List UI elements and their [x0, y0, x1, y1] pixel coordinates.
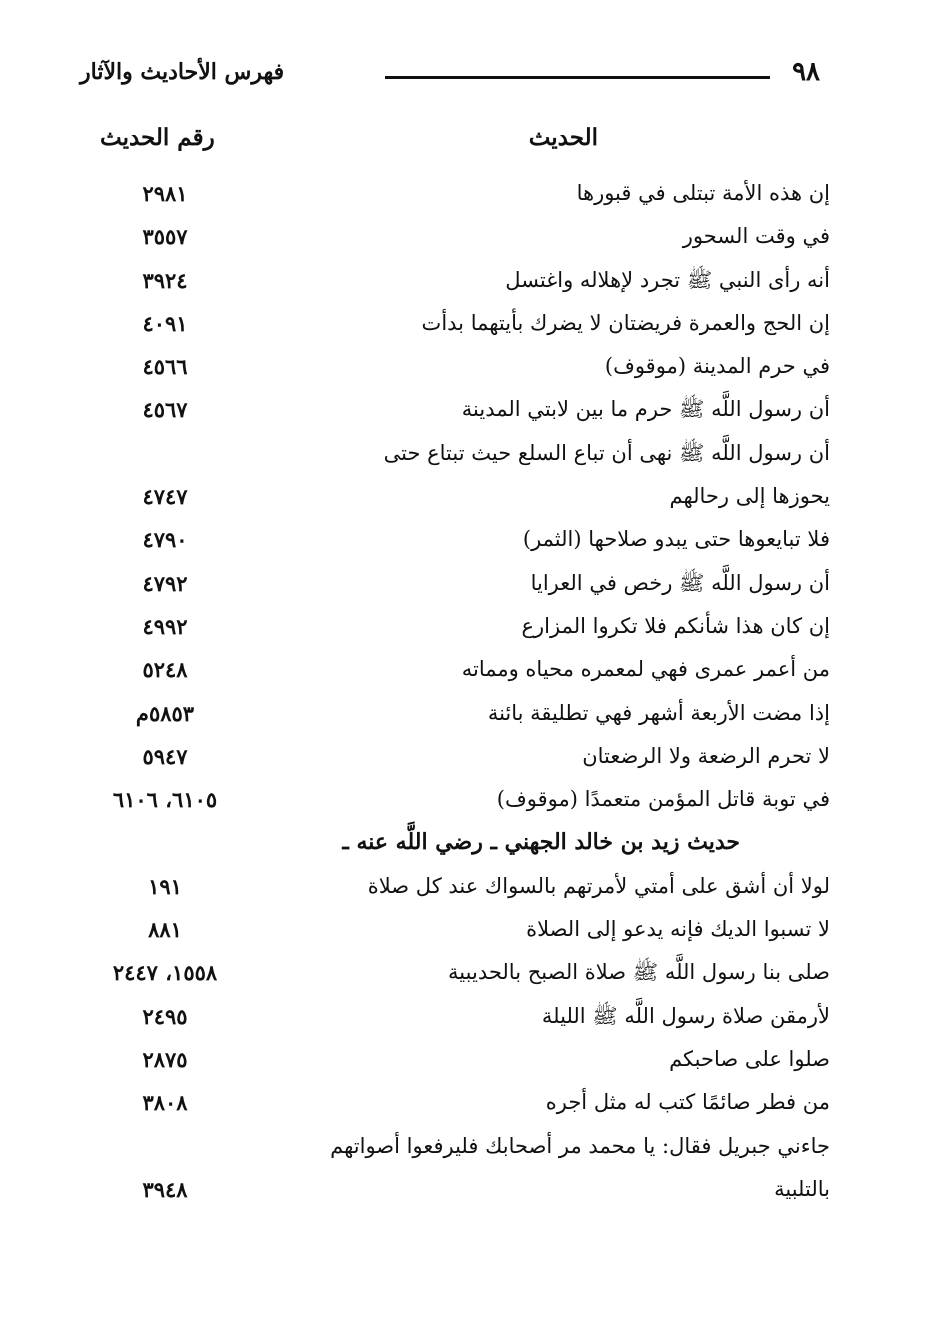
page-number: ٩٨ — [792, 57, 820, 87]
list-item — [90, 778, 830, 821]
hadith-number — [90, 1125, 240, 1168]
hadith-text: في توبة قاتل المؤمن متعمدًا (موقوف) — [496, 787, 830, 812]
hadith-number: ٤٥٦٦ — [142, 354, 188, 380]
hadith-text: من فطر صائمًا كتب له مثل أجره — [545, 1090, 830, 1115]
list-item — [90, 562, 830, 605]
page-header — [80, 52, 820, 96]
hadith-number: ٣٥٥٧ — [142, 224, 188, 250]
hadith-text: لأرمقن صلاة رسول اللَّه ﷺ الليلة — [541, 1003, 830, 1028]
list-item — [90, 475, 830, 518]
list-item — [90, 1125, 830, 1168]
hadith-text: في وقت السحور — [682, 224, 830, 249]
list-item — [90, 605, 830, 648]
list-item — [90, 865, 830, 908]
hadith-text: لا تسبوا الديك فإنه يدعو إلى الصلاة — [526, 917, 830, 942]
list-item — [90, 302, 830, 345]
column-header-hadith: الحديث — [528, 124, 598, 151]
list-item — [90, 908, 830, 951]
hadith-number: ٨٨١ — [148, 917, 182, 943]
list-item — [90, 692, 830, 735]
hadith-text: لا تحرم الرضعة ولا الرضعتان — [582, 743, 830, 768]
list-item — [90, 259, 830, 302]
hadith-number: ٢٨٧٥ — [142, 1046, 188, 1072]
list-item — [90, 518, 830, 561]
hadith-text: بالتلبية — [774, 1176, 830, 1201]
hadith-text: إن كان هذا شأنكم فلا تكروا المزارع — [521, 613, 830, 638]
list-item — [90, 951, 830, 994]
hadith-number: ٣٨٠٨ — [142, 1090, 188, 1116]
list-item — [90, 215, 830, 258]
hadith-text: أن رسول اللَّه ﷺ رخص في العرايا — [530, 570, 830, 595]
hadith-text: جاءني جبريل فقال: يا محمد مر أصحابك فليرفعوا أصواتهم — [330, 1133, 830, 1158]
hadith-number: ٤٩٩٢ — [142, 613, 188, 639]
header-rule — [385, 76, 770, 79]
list-item — [90, 1038, 830, 1081]
list-item — [90, 172, 830, 215]
hadith-text: إن الحج والعمرة فريضتان لا يضرك بأيتهما بدأت — [421, 310, 830, 335]
hadith-number: ١٥٥٨، ٢٤٤٧ — [112, 960, 218, 986]
list-item — [90, 432, 830, 475]
hadith-number: ٤٧٩٠ — [142, 527, 188, 553]
list-item — [90, 1168, 830, 1211]
list-item — [90, 388, 830, 431]
hadith-number — [90, 821, 240, 864]
list-item — [90, 995, 830, 1038]
hadith-text: إن هذه الأمة تبتلى في قبورها — [576, 181, 830, 205]
hadith-number: ٥٢٤٨ — [142, 657, 188, 683]
hadith-text: أن رسول اللَّه ﷺ حرم ما بين لابتي المدينة — [461, 397, 830, 422]
hadith-number: ٤٥٦٧ — [142, 397, 188, 423]
page-title: فهرس الأحاديث والآثار — [80, 59, 285, 85]
hadith-text: من أعمر عمرى فهي لمعمره محياه ومماته — [461, 657, 830, 682]
hadith-number: ٤٧٤٧ — [142, 484, 188, 510]
hadith-number: ٢٤٩٥ — [142, 1003, 188, 1029]
hadith-number: ٣٩٢٤ — [142, 267, 188, 293]
hadith-number — [90, 432, 240, 475]
hadith-number: ٥٨٥٣م — [135, 700, 195, 726]
section-title: حديث زيد بن خالد الجهني ـ رضي اللَّه عنه ـ — [342, 829, 740, 856]
hadith-number: ٤٧٩٢ — [142, 570, 188, 596]
hadith-text: في حرم المدينة (موقوف) — [604, 354, 830, 379]
column-header-number: رقم الحديث — [100, 124, 215, 151]
hadith-text: فلا تبايعوها حتى يبدو صلاحها (الثمر) — [522, 527, 830, 552]
hadith-number: ١٩١ — [148, 873, 182, 899]
list-item — [90, 735, 830, 778]
hadith-text: يحوزها إلى رحالهم — [669, 484, 830, 509]
hadith-text: أن رسول اللَّه ﷺ نهى أن تباع السلع حيث تبتاع حتى — [383, 440, 830, 465]
hadith-text: صلى بنا رسول اللَّه ﷺ صلاة الصبح بالحديبية — [448, 960, 830, 985]
hadith-text: إذا مضت الأربعة أشهر فهي تطليقة بائنة — [487, 700, 830, 725]
section-heading — [90, 821, 830, 864]
hadith-number: ٤٠٩١ — [142, 310, 188, 336]
hadith-text: صلوا على صاحبكم — [669, 1046, 830, 1071]
hadith-number: ٣٩٤٨ — [142, 1176, 188, 1202]
hadith-text: أنه رأى النبي ﷺ تجرد لإهلاله واغتسل — [505, 267, 830, 292]
list-item — [90, 1081, 830, 1124]
hadith-number: ٦١٠٥، ٦١٠٦ — [112, 787, 218, 813]
hadith-number: ٢٩٨١ — [142, 181, 188, 206]
list-item — [90, 648, 830, 691]
list-item — [90, 345, 830, 388]
hadith-list — [90, 172, 830, 1211]
hadith-text: لولا أن أشق على أمتي لأمرتهم بالسواك عند كل صلاة — [367, 873, 830, 898]
hadith-number: ٥٩٤٧ — [142, 743, 188, 769]
